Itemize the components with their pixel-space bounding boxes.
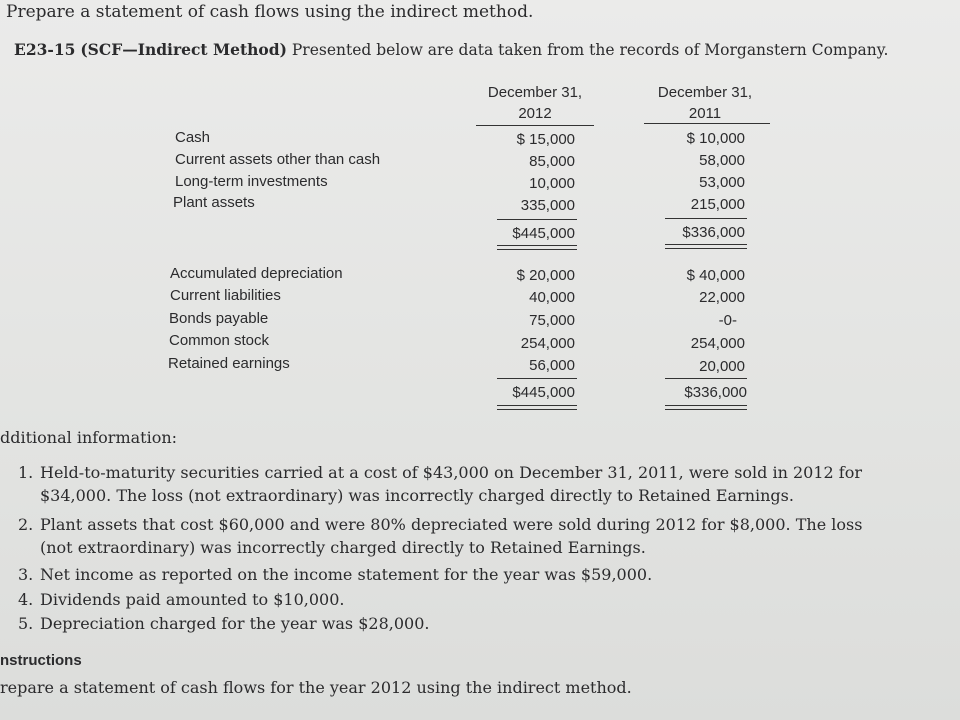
assets-row-label: Long-term investments — [175, 173, 328, 190]
column-header-rule-2011 — [644, 123, 770, 124]
liabilities-value-2011: -0- — [718, 312, 737, 329]
assets-value-2012: 10,000 — [529, 175, 575, 192]
assets-row-label: Plant assets — [173, 194, 255, 211]
liabilities-total-double-rule-2011 — [665, 405, 747, 410]
column-header-2011 — [640, 82, 770, 124]
additional-item-number: 5. — [18, 614, 34, 633]
column-header-rule-2012 — [476, 125, 594, 126]
additional-item-number: 1. — [18, 463, 34, 482]
liabilities-value-2012: 75,000 — [529, 312, 575, 329]
exercise-topic: (SCF—Indirect Method) — [80, 40, 287, 59]
additional-item-number: 4. — [18, 590, 34, 609]
exercise-title — [14, 40, 888, 59]
assets-total-2012: $445,000 — [512, 225, 575, 242]
assets-value-2012: $ 15,000 — [516, 131, 575, 148]
assets-value-2011: 215,000 — [690, 196, 745, 213]
assets-total-double-rule-2011 — [665, 244, 747, 249]
liabilities-value-2012: 56,000 — [529, 357, 575, 374]
assets-value-2011: 58,000 — [699, 152, 745, 169]
assets-subtotal-rule-2012 — [497, 219, 577, 220]
liabilities-total-2011: $336,000 — [684, 384, 747, 401]
additional-item-text: (not extraordinary) was incorrectly charged directly to Retained Earnings. — [40, 538, 646, 557]
assets-row-label: Cash — [175, 129, 211, 146]
assets-value-2012: 335,000 — [520, 197, 575, 214]
liabilities-total-double-rule-2012 — [497, 405, 577, 410]
additional-item-text: Depreciation charged for the year was $28,000. — [40, 614, 430, 633]
assets-value-2012: 85,000 — [529, 153, 575, 170]
liabilities-row-label: Bonds payable — [169, 310, 269, 327]
additional-item-text: Plant assets that cost $60,000 and were 80% depreciated were sold during 2012 for $8,000. The loss — [40, 515, 863, 534]
liabilities-subtotal-rule-2011 — [665, 378, 747, 379]
column-header-2011-line1: December 31, — [657, 84, 753, 101]
assets-total-2011: $336,000 — [682, 224, 745, 241]
liabilities-row-label: Common stock — [169, 332, 270, 349]
assets-value-2011: $ 10,000 — [686, 130, 745, 147]
liabilities-value-2011: 20,000 — [699, 358, 745, 375]
instructions-heading: nstructions — [0, 652, 82, 669]
additional-item-text: Dividends paid amounted to $10,000. — [40, 590, 345, 609]
additional-item-number: 3. — [18, 565, 34, 584]
column-header-2012-line1: December 31, — [487, 84, 583, 101]
assets-subtotal-rule-2011 — [665, 218, 747, 219]
liabilities-value-2011: $ 40,000 — [686, 267, 745, 284]
liabilities-value-2012: 40,000 — [529, 289, 575, 306]
additional-item-text: Held-to-maturity securities carried at a cost of $43,000 on December 31, 2011, were sold in 2012 for — [40, 463, 863, 482]
liabilities-row-label: Retained earnings — [168, 355, 290, 372]
assets-value-2011: 53,000 — [699, 174, 745, 191]
liabilities-value-2012: $ 20,000 — [516, 267, 575, 284]
liabilities-row-label: Current liabilities — [170, 287, 281, 304]
liabilities-value-2011: 254,000 — [690, 335, 745, 352]
liabilities-total-2012: $445,000 — [512, 384, 575, 401]
liabilities-subtotal-rule-2012 — [497, 378, 577, 379]
additional-item-text: Net income as reported on the income statement for the year was $59,000. — [40, 565, 653, 584]
column-header-2011-line2: 2011 — [688, 105, 722, 122]
additional-item-number: 2. — [18, 515, 34, 534]
page-heading: Prepare a statement of cash flows using the indirect method. — [6, 2, 534, 22]
assets-total-double-rule-2012 — [497, 245, 577, 250]
instructions-text: repare a statement of cash flows for the year 2012 using the indirect method. — [0, 678, 632, 697]
column-header-2012 — [470, 82, 600, 124]
exercise-code: E23-15 — [14, 40, 76, 59]
column-header-2012-line2: 2012 — [518, 105, 552, 122]
assets-row-label: Current assets other than cash — [175, 151, 381, 168]
exercise-description: Presented below are data taken from the records of Morganstern Company. — [291, 41, 889, 59]
liabilities-value-2012: 254,000 — [520, 335, 575, 352]
additional-item-text: $34,000. The loss (not extraordinary) was incorrectly charged directly to Retained Earnings. — [40, 486, 794, 505]
additional-info-heading: dditional information: — [0, 428, 178, 447]
liabilities-value-2011: 22,000 — [699, 289, 745, 306]
liabilities-row-label: Accumulated depreciation — [170, 265, 343, 282]
